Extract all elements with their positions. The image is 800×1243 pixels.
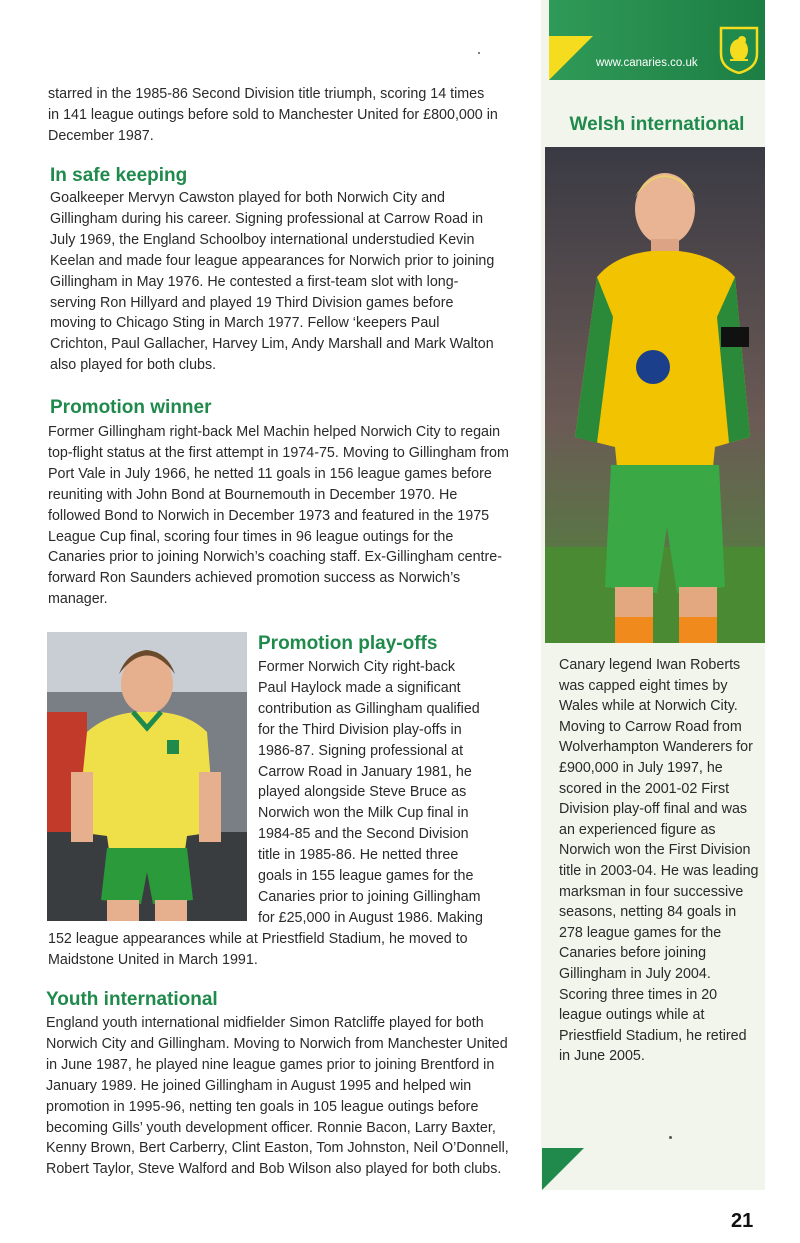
paragraph-promotion-play-offs <box>258 657 514 929</box>
heading-in-safe-keeping: In safe keeping <box>50 165 188 186</box>
paragraph-youth-international: England youth international midfielder Simon Ratcliffe played for both Norwich City and Gillingham. Moving to Norwich from Manchester United in June 1987, he played nine league games prior to joining Brentford in January 1989. He joined Gillingham in August 1995 and helped win promotion in 1995-96, netting ten goals in 105 league outings before becoming Gills’ youth development officer. Ronnie Bacon, Larry Baxter, Kenny Brown, Bert Carberry, Clint Easton, Tom Johnston, Neil O’Donnell, Robert Taylor, Steve Walford and Bob Wilson also played for both clubs. <box>46 1015 509 1178</box>
paragraph-in-safe-keeping: Goalkeeper Mervyn Cawston played for both Norwich City and Gillingham during his career. Signing professional at Carrow Road in July 1969, the England Schoolboy international understudied Kevin Keelan and made four league appearances for Norwich prior to joining Gillingham in May 1976. He contested a first-team slot with long-serving Ron Hillyard and played 19 Third Division games before moving to Chicago Sting in March 1977. Fellow ‘keepers Paul Crichton, Paul Gallacher, Harvey Lim, Andy Marshall and Mark Walton also played for both clubs. <box>50 190 495 374</box>
text-line: Canaries prior to joining Gillingham <box>258 888 481 905</box>
text-line: for £25,000 in August 1986. Making <box>258 909 483 926</box>
heading-promotion-winner: Promotion winner <box>50 397 212 418</box>
text-line: Paul Haylock made a significant <box>258 679 461 696</box>
player-photo-paul-haylock <box>47 632 247 921</box>
text-line: contribution as Gillingham qualified <box>258 700 480 717</box>
intro-paragraph: starred in the 1985-86 Second Division title triumph, scoring 14 times in 141 league outings before sold to Manchester United for £800,000 in December 1987. <box>48 86 498 144</box>
website-url: www.canaries.co.uk <box>596 57 698 69</box>
heading-promotion-play-offs: Promotion play-offs <box>258 633 438 654</box>
text-line: Former Norwich City right-back <box>258 659 456 675</box>
canary-crest-icon <box>718 26 760 74</box>
text-line: 1986-87. Signing professional at <box>258 742 464 759</box>
sidebar-title: Welsh international <box>569 114 745 135</box>
text-line: for the Third Division play-offs in <box>258 721 462 738</box>
text-line: 1984-85 and the Second Division <box>258 826 469 843</box>
print-speck <box>478 52 480 54</box>
banner-yellow-corner <box>549 36 593 80</box>
paragraph-promotion-play-offs-tail: 152 league appearances while at Priestfield Stadium, he moved to Maidstone United in March 1991. <box>48 931 468 968</box>
text-line: Carrow Road in January 1981, he <box>258 763 472 780</box>
green-corner-triangle <box>542 1148 584 1190</box>
text-line: title in 1985-86. He netted three <box>258 847 459 864</box>
sidebar-caption: Canary legend Iwan Roberts was capped eight times by Wales while at Norwich City. Moving to Carrow Road from Wolverhampton Wanderers for £900,000 in July 1997, he scored in the 2001-02 First Division play-off final and was an experienced figure as Norwich won the First Division title in 2003-04. He was leading marksman in four successive seasons, netting 84 goals in 278 league games for the Canaries before joining Gillingham in July 2004. Scoring three times in 20 league outings while at Priestfield Stadium, he retired in June 2005. <box>559 657 759 1065</box>
player-photo-iwan-roberts <box>545 147 765 643</box>
print-speck <box>669 1136 672 1139</box>
page-number: 21 <box>731 1210 754 1232</box>
text-line: Norwich won the Milk Cup final in <box>258 805 469 822</box>
paragraph-promotion-winner: Former Gillingham right-back Mel Machin helped Norwich City to regain top-flight status at the first attempt in 1974-75. Moving to Gillingham from Port Vale in July 1966, he netted 11 goals in 156 league games before reuniting with John Bond at Bournemouth in December 1970. He followed Bond to Norwich in December 1973 and featured in the 1975 League Cup final, scoring four times in 96 league outings for the Canaries prior to joining Norwich’s coaching staff. Ex-Gillingham centre-forward Ron Saunders achieved promotion success as Norwich’s manager. <box>48 424 509 608</box>
text-line: played alongside Steve Bruce as <box>258 784 467 801</box>
heading-youth-international: Youth international <box>46 989 218 1010</box>
text-line: goals in 155 league games for the <box>258 868 474 885</box>
